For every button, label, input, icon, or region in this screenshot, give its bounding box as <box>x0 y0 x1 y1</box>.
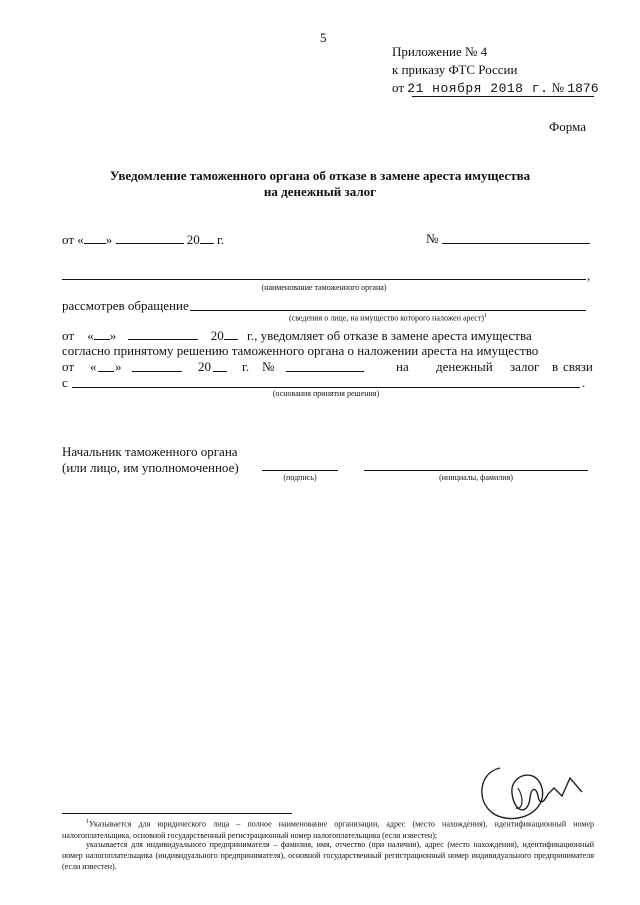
order-date-underline <box>412 96 594 97</box>
body-row-3-quote-open: « <box>90 359 97 374</box>
body-row-3-from: от <box>62 359 75 374</box>
body-row-3-g: г. <box>242 359 250 374</box>
signature-caption: (подпись) <box>283 473 317 482</box>
body-row-3-svyazi: связи <box>563 359 593 374</box>
form-label: Форма <box>549 119 586 134</box>
notice-date-row <box>62 231 224 248</box>
body-row-3-quote-close: » <box>115 359 122 374</box>
r1-year-field[interactable] <box>224 327 238 340</box>
appeal-caption-text: (сведения о лице, на имущество которого наложен арест) <box>288 313 485 323</box>
r1-quote-close: » <box>109 328 117 343</box>
body-row-2: согласно принятому решению таможенного органа о наложении ареста на имущество <box>62 343 539 358</box>
body-row-4-end: . <box>582 375 586 390</box>
authority-comma: , <box>587 268 591 283</box>
order-reference: к приказу ФТС России <box>392 62 518 77</box>
name-field[interactable] <box>364 470 588 471</box>
body-row-1 <box>62 327 594 344</box>
footnote-1 <box>62 817 594 841</box>
year-suffix: г. <box>217 232 225 247</box>
notice-number-label: № <box>426 231 439 246</box>
quote-close: » <box>105 232 113 247</box>
month-field[interactable] <box>116 231 184 244</box>
signature-field[interactable] <box>262 470 338 471</box>
authority-name-field[interactable] <box>62 279 586 280</box>
appeal-person-field[interactable] <box>190 310 586 311</box>
notice-number-field[interactable] <box>442 243 590 244</box>
body-row-4-s: с <box>62 375 68 390</box>
appeal-label: рассмотрев обращение <box>62 298 189 313</box>
r1-from: от <box>62 328 75 343</box>
order-number-label: № <box>551 80 565 95</box>
document-title-line1: Уведомление таможенного органа об отказе в замене ареста имущества <box>109 168 531 183</box>
r1-rest: г., уведомляет об отказе в замене ареста имущества <box>247 328 532 343</box>
body-row-3-year: 20 <box>198 359 211 374</box>
date-from-label: от « <box>62 232 84 247</box>
r3-year-field[interactable] <box>213 371 227 372</box>
order-date: 21 ноября 2018 г. <box>407 81 549 96</box>
order-number: 1876 <box>567 81 599 96</box>
appeal-caption <box>190 313 586 323</box>
document-title-line2: на денежный залог <box>263 184 377 199</box>
r3-day-field[interactable] <box>98 371 114 372</box>
body-row-3-money: денежный <box>436 359 493 374</box>
footnote-text-1: Указывается для юридического лица – полное наименование организации, адрес (место нахождения), идентификационный номер налогоплательщика, основной государственный регистрационный номер налогоплательщика (если известен); <box>62 819 594 840</box>
r1-quote-open: « <box>87 328 94 343</box>
body-row-3-num: № <box>262 359 275 374</box>
r1-month-field[interactable] <box>128 327 198 340</box>
signatory-position-line1: Начальник таможенного органа <box>62 444 238 459</box>
body-row-3-v: в <box>552 359 559 374</box>
year-prefix: 20 <box>186 232 200 247</box>
order-date-prefix: от <box>392 80 405 95</box>
day-field[interactable] <box>84 231 106 244</box>
footnote-mark: 1 <box>86 819 89 825</box>
r1-year-prefix: 20 <box>210 328 224 343</box>
footnote-2 <box>62 839 594 872</box>
footnote-ref: 1 <box>484 313 488 319</box>
footnote-separator <box>62 813 292 814</box>
grounds-caption: (основания принятия решения) <box>272 389 380 398</box>
r3-number-field[interactable] <box>286 371 364 372</box>
name-caption: (инициалы, фамилия) <box>439 473 513 482</box>
body-row-3-na: на <box>396 359 409 374</box>
body-row-3-zalog: залог <box>510 359 540 374</box>
grounds-field[interactable] <box>72 387 580 388</box>
page-number: 5 <box>320 30 327 45</box>
r1-day-field[interactable] <box>94 327 110 340</box>
signatory-position-line2: (или лицо, им уполномоченное) <box>62 460 239 475</box>
r3-month-field[interactable] <box>132 371 182 372</box>
authority-caption: (наименование таможенного органа) <box>261 283 387 292</box>
order-date-row <box>392 80 599 96</box>
footnote-text-2: указывается для индивидуального предпринимателя – фамилия, имя, отчество (при наличии), адрес (место нахождения), идентификационный номер налогоплательщика (индивидуального предпринимателя), основной государственный регистрационный номер индивидуального предпринимателя (если известен). <box>62 840 594 871</box>
appendix-label: Приложение № 4 <box>392 44 488 59</box>
year-field[interactable] <box>200 231 214 244</box>
